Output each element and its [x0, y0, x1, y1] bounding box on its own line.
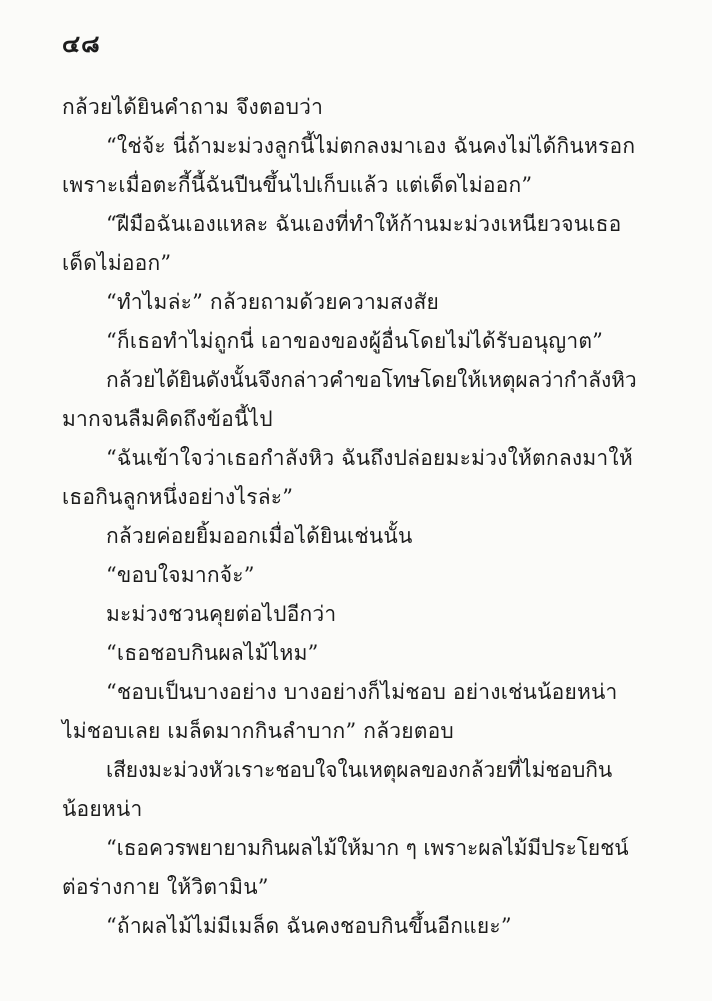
text-line: น้อยหน่า — [62, 797, 143, 821]
text-line: “ทำไมล่ะ” กล้วยถามด้วยความสงสัย — [106, 290, 439, 314]
text-line: “เธอควรพยายามกินผลไม้ให้มาก ๆ เพราะผลไม้มีประโยชน์ — [106, 836, 629, 860]
text-line: เสียงมะม่วงหัวเราะชอบใจในเหตุผลของกล้วยที่ไม่ชอบกิน — [106, 758, 613, 782]
text-line: “ก็เธอทำไม่ถูกนี่ เอาของของผู้อื่นโดยไม่ได้รับอนุญาต” — [106, 329, 604, 353]
text-line: ไม่ชอบเลย เมล็ดมากกินลำบาก” กล้วยตอบ — [62, 719, 454, 743]
text-line: กล้วยได้ยินคำถาม จึงตอบว่า — [62, 95, 324, 119]
text-line: “ชอบเป็นบางอย่าง บางอย่างก็ไม่ชอบ อย่างเช่นน้อยหน่า — [106, 680, 618, 704]
text-line: “ใช่จ้ะ นี่ถ้ามะม่วงลูกนี้ไม่ตกลงมาเอง ฉันคงไม่ได้กินหรอก — [106, 134, 636, 158]
text-line: กล้วยค่อยยิ้มออกเมื่อได้ยินเช่นนั้น — [106, 524, 413, 548]
page-number: ๔๘ — [62, 29, 101, 58]
text-line: “ฝีมือฉันเองแหละ ฉันเองที่ทำให้ก้านมะม่วงเหนียวจนเธอ — [106, 212, 622, 236]
text-line: เธอกินลูกหนึ่งอย่างไรล่ะ” — [62, 485, 294, 509]
text-line: “ขอบใจมากจ้ะ” — [106, 563, 255, 587]
text-line: “เธอชอบกินผลไม้ไหม” — [106, 641, 319, 665]
body-text — [62, 88, 652, 946]
text-line: กล้วยได้ยินดังนั้นจึงกล่าวคำขอโทษโดยให้เหตุผลว่ากำลังหิว — [106, 368, 637, 392]
text-line: มะม่วงชวนคุยต่อไปอีกว่า — [106, 602, 337, 626]
text-line: “ถ้าผลไม้ไม่มีเมล็ด ฉันคงชอบกินขึ้นอีกแยะ” — [106, 914, 512, 938]
text-line: มากจนลืมคิดถึงข้อนี้ไป — [62, 407, 273, 431]
text-line: ต่อร่างกาย ให้วิตามิน” — [62, 875, 269, 899]
text-line: เด็ดไม่ออก” — [62, 251, 172, 275]
text-line: “ฉันเข้าใจว่าเธอกำลังหิว ฉันถึงปล่อยมะม่วงให้ตกลงมาให้ — [106, 446, 633, 470]
text-line: เพราะเมื่อตะกี้นี้ฉันปีนขึ้นไปเก็บแล้ว แต่เด็ดไม่ออก” — [62, 173, 533, 197]
